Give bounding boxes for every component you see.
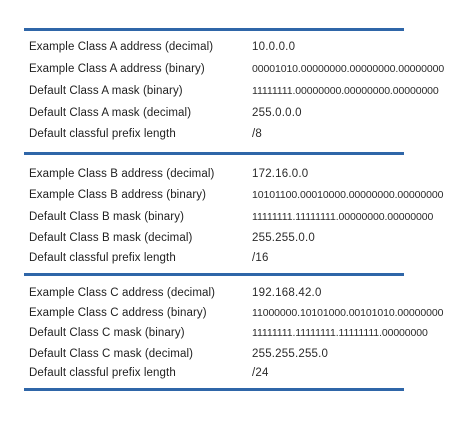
row-value: 255.0.0.0 — [252, 107, 302, 119]
row-label: Example Class B address (binary) — [29, 189, 207, 201]
class-c-row-address-binary — [0, 305, 474, 325]
row-label: Default Class C mask (binary) — [29, 327, 185, 339]
row-label: Example Class A address (decimal) — [29, 41, 214, 53]
row-value: /8 — [252, 128, 262, 140]
class-a-row-address-binary — [0, 61, 474, 81]
row-value: 11111111.11111111.00000000.00000000 — [252, 211, 434, 223]
class-c-row-prefix-length — [0, 365, 474, 385]
class-c-row-mask-decimal — [0, 346, 474, 366]
class-b-row-mask-decimal — [0, 230, 474, 250]
row-value: /16 — [252, 252, 269, 264]
class-a-row-mask-decimal — [0, 105, 474, 125]
row-value: 255.255.0.0 — [252, 232, 315, 244]
row-value: 11111111.00000000.00000000.00000000 — [252, 85, 439, 97]
row-value: 11000000.10101000.00101010.00000000 — [252, 307, 444, 319]
class-a-row-mask-binary — [0, 83, 474, 103]
row-label: Default Class A mask (binary) — [29, 85, 183, 97]
row-value: 11111111.11111111.11111111.00000000 — [252, 327, 428, 339]
row-value: 172.16.0.0 — [252, 168, 309, 180]
class-c-row-mask-binary — [0, 325, 474, 345]
row-value: /24 — [252, 367, 269, 379]
row-label: Default classful prefix length — [29, 367, 176, 379]
class-a-row-prefix-length — [0, 126, 474, 146]
class-b-row-mask-binary — [0, 209, 474, 229]
row-label: Example Class A address (binary) — [29, 63, 205, 75]
bottom-divider — [24, 388, 404, 391]
row-value: 192.168.42.0 — [252, 287, 322, 299]
row-label: Default Class B mask (binary) — [29, 211, 184, 223]
row-label: Default Class A mask (decimal) — [29, 107, 192, 119]
row-value: 10.0.0.0 — [252, 41, 296, 53]
row-label: Example Class C address (binary) — [29, 307, 207, 319]
row-value: 10101100.00010000.00000000.00000000 — [252, 189, 444, 201]
row-value: 00001010.00000000.00000000.00000000 — [252, 63, 445, 75]
row-label: Default Class B mask (decimal) — [29, 232, 193, 244]
row-value: 255.255.255.0 — [252, 348, 329, 360]
top-divider — [24, 28, 404, 31]
class-a-row-address-decimal — [0, 39, 474, 59]
class-c-row-address-decimal — [0, 285, 474, 305]
row-label: Default classful prefix length — [29, 128, 176, 140]
row-label: Default classful prefix length — [29, 252, 176, 264]
row-label: Example Class C address (decimal) — [29, 287, 216, 299]
section-divider-b-c — [24, 273, 404, 276]
class-b-row-address-decimal — [0, 166, 474, 186]
section-divider-a-b — [24, 152, 404, 155]
row-label: Example Class B address (decimal) — [29, 168, 215, 180]
class-b-row-prefix-length — [0, 250, 474, 270]
class-b-row-address-binary — [0, 187, 474, 207]
row-label: Default Class C mask (decimal) — [29, 348, 194, 360]
